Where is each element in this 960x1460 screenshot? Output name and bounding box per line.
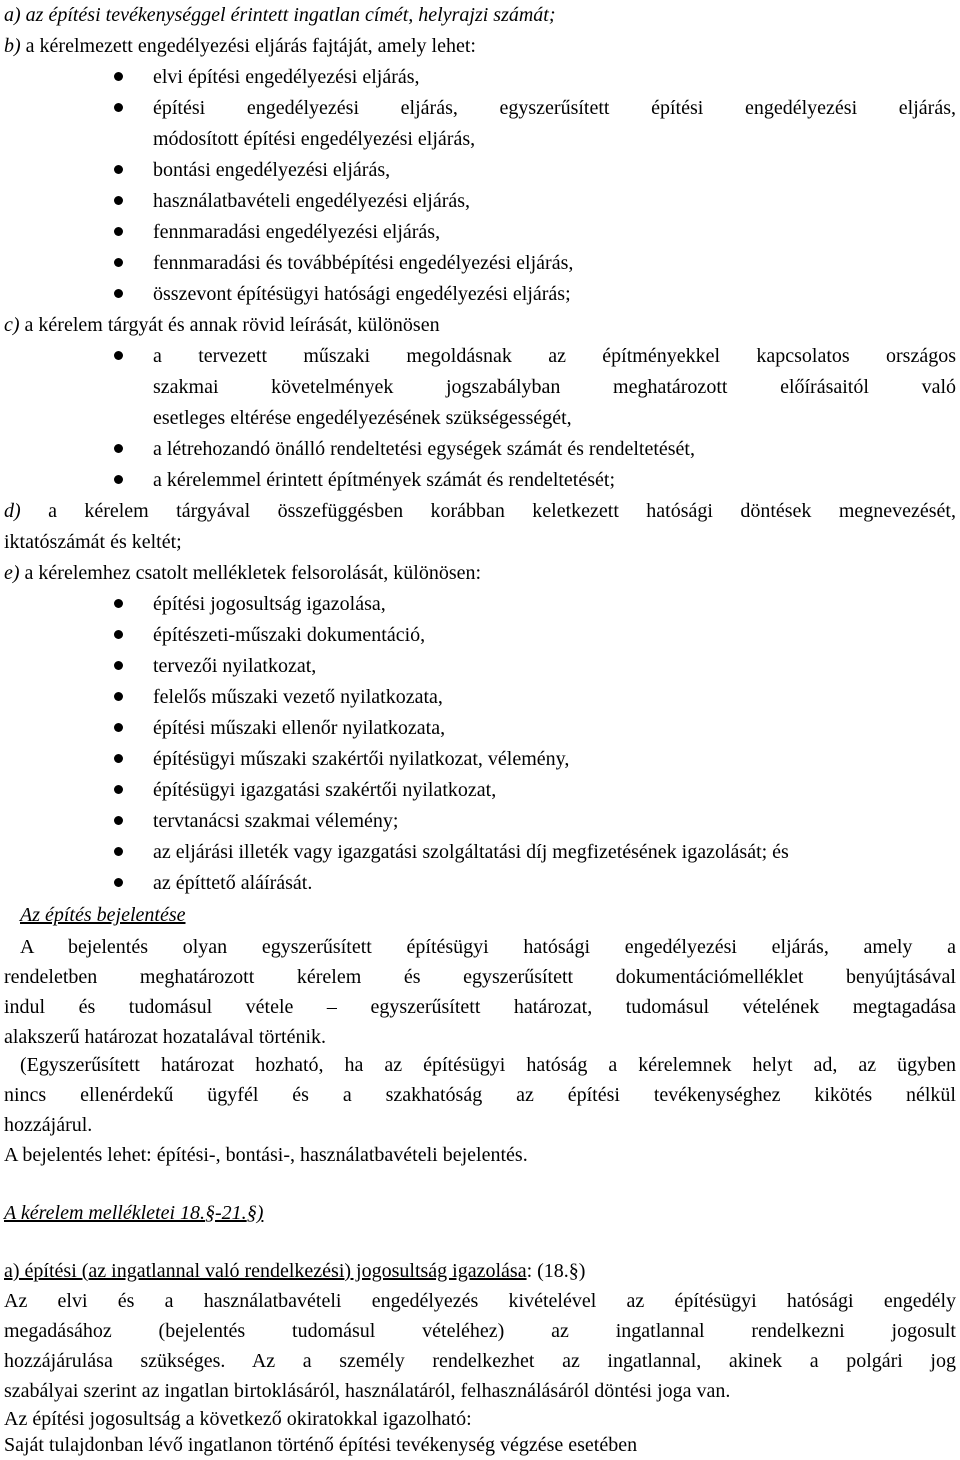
paragraph-line: hozzájárul. bbox=[4, 1114, 93, 1136]
list-item: építésügyi műszaki szakértői nyilatkozat, vélemény, bbox=[153, 748, 570, 770]
paragraph-line: indul és tudomásul vétele – egyszerűsített határozat, tudomásul vételének megtagadása bbox=[4, 996, 956, 1018]
bullet bbox=[114, 692, 123, 701]
list-item: építészeti-műszaki dokumentáció, bbox=[153, 624, 426, 646]
section-c-text: a kérelem tárgyát és annak rövid leírását, különösen bbox=[19, 314, 440, 336]
list-item: összevont építésügyi hatósági engedélyezési eljárás; bbox=[153, 283, 571, 305]
paragraph-line: Az elvi és a használatbavételi engedélyezés kivételével az építésügyi hatósági engedély bbox=[4, 1290, 956, 1312]
paragraph-line: nincs ellenérdekű ügyfél és a szakhatóság az építési tevékenységhez kikötés nélkül bbox=[4, 1084, 956, 1106]
bullet bbox=[114, 475, 123, 484]
list-item-continued: esetleges eltérése engedélyezésének szükségességét, bbox=[153, 407, 572, 429]
bullet bbox=[114, 165, 123, 174]
paragraph-line: A bejelentés olyan egyszerűsített építésügyi hatósági engedélyezési eljárás, amely a bbox=[20, 936, 956, 958]
bullet bbox=[114, 196, 123, 205]
bullet bbox=[114, 847, 123, 856]
bullet bbox=[114, 599, 123, 608]
mellekletek-a-line bbox=[4, 1256, 956, 1286]
section-d-line-1 bbox=[4, 496, 956, 526]
section-e-label: e) bbox=[4, 562, 20, 584]
mellekletek-a-ref-end: ) bbox=[578, 1260, 586, 1282]
list-item: fennmaradási és továbbépítési engedélyezési eljárás, bbox=[153, 252, 574, 274]
list-item: építési engedélyezési eljárás, egyszerűsített építési engedélyezési eljárás, bbox=[153, 97, 956, 119]
mellekletek-heading-pre: A kérelem mellékletei 18. bbox=[4, 1202, 206, 1224]
bejelentes-heading bbox=[20, 900, 956, 930]
list-item: tervtanácsi szakmai vélemény; bbox=[153, 810, 399, 832]
bullet bbox=[114, 754, 123, 763]
list-item: fennmaradási engedélyezési eljárás, bbox=[153, 221, 441, 243]
paragraph-line: Saját tulajdonban lévő ingatlanon történő építési tevékenység végzése esetében bbox=[4, 1434, 638, 1456]
section-b-text: a kérelmezett engedélyezési eljárás fajtáját, amely lehet: bbox=[20, 35, 476, 57]
section-e-text: a kérelemhez csatolt mellékletek felsorolását, különösen: bbox=[19, 562, 482, 584]
section-sign-icon: § bbox=[246, 1202, 257, 1224]
bullet bbox=[114, 785, 123, 794]
bullet bbox=[114, 258, 123, 267]
bullet bbox=[114, 72, 123, 81]
list-item: tervezői nyilatkozat, bbox=[153, 655, 317, 677]
list-item: az építtető aláírását. bbox=[153, 872, 313, 894]
section-sign-icon: § bbox=[205, 1202, 216, 1224]
section-c-label: c) bbox=[4, 314, 20, 336]
list-item: építésügyi igazgatási szakértői nyilatkozat, bbox=[153, 779, 497, 801]
section-a: a) az építési tevékenységgel érintett ingatlan címét, helyrajzi számát; bbox=[4, 4, 556, 26]
mellekletek-heading bbox=[4, 1198, 956, 1228]
mellekletek-a-ref: : (18. bbox=[526, 1260, 569, 1282]
paragraph-line: (Egyszerűsített határozat hozható, ha az építésügyi hatóság a kérelemnek helyt ad, az ügyben bbox=[20, 1054, 956, 1076]
bullet bbox=[114, 103, 123, 112]
bullet bbox=[114, 816, 123, 825]
list-item: építési műszaki ellenőr nyilatkozata, bbox=[153, 717, 446, 739]
list-item: bontási engedélyezési eljárás, bbox=[153, 159, 391, 181]
list-item-continued: szakmai követelmények jogszabályban meghatározott előírásaitól való bbox=[153, 376, 956, 398]
bullet bbox=[114, 444, 123, 453]
paragraph-line: A bejelentés lehet: építési-, bontási-, használatbavételi bejelentés. bbox=[4, 1144, 528, 1166]
section-sign-icon: § bbox=[568, 1260, 579, 1282]
bullet bbox=[114, 289, 123, 298]
list-item: használatbavételi engedélyezési eljárás, bbox=[153, 190, 471, 212]
list-item: elvi építési engedélyezési eljárás, bbox=[153, 66, 420, 88]
bullet bbox=[114, 227, 123, 236]
list-item: felelős műszaki vezető nyilatkozata, bbox=[153, 686, 443, 708]
section-b-label: b) bbox=[4, 35, 21, 57]
list-item-continued: módosított építési engedélyezési eljárás, bbox=[153, 128, 476, 150]
bullet bbox=[114, 878, 123, 887]
section-e-heading bbox=[4, 558, 956, 588]
mellekletek-a-title: a) építési (az ingatlannal való rendelkezési) jogosultság igazolása bbox=[4, 1260, 527, 1282]
bullet bbox=[114, 630, 123, 639]
section-b-heading bbox=[4, 31, 956, 61]
section-d-label: d) bbox=[4, 500, 21, 522]
bejelentes-heading-text: Az építés bejelentése bbox=[20, 904, 186, 926]
list-item: a tervezett műszaki megoldásnak az építményekkel kapcsolatos országos bbox=[153, 345, 956, 367]
list-item: a kérelemmel érintett építmények számát és rendeltetését; bbox=[153, 469, 616, 491]
paragraph-line: megadásához (bejelentés tudomásul vételéhez) az ingatlannal rendelkezni jogosult bbox=[4, 1320, 956, 1342]
section-c-heading bbox=[4, 310, 956, 340]
list-item: az eljárási illeték vagy igazgatási szolgáltatási díj megfizetésének igazolását; és bbox=[153, 841, 789, 863]
list-item: építési jogosultság igazolása, bbox=[153, 593, 386, 615]
mellekletek-heading-mid: -21. bbox=[215, 1202, 247, 1224]
list-item: a létrehozandó önálló rendeltetési egységek számát és rendeltetését, bbox=[153, 438, 695, 460]
bullet bbox=[114, 723, 123, 732]
paragraph-line: Az építési jogosultság a következő okiratokkal igazolható: bbox=[4, 1408, 472, 1430]
paragraph-line: rendeletben meghatározott kérelem és egyszerűsített dokumentációmelléklet benyújtásával bbox=[4, 966, 956, 988]
section-d-line-2: iktatószámát és keltét; bbox=[4, 531, 182, 553]
paragraph-line: alakszerű határozat hozatalával történik. bbox=[4, 1026, 327, 1048]
bullet bbox=[114, 351, 123, 360]
section-d-text: a kérelem tárgyával összefüggésben korábban keletkezett hatósági döntések megnevezését, bbox=[20, 500, 956, 522]
paragraph-line: hozzájárulása szükséges. Az a személy rendelkezhet az ingatlannal, akinek a polgári jog bbox=[4, 1350, 956, 1372]
paragraph-line: szabályai szerint az ingatlan birtoklásáról, használatáról, felhasználásáról döntési joga van. bbox=[4, 1380, 731, 1402]
mellekletek-heading-end: ) bbox=[256, 1202, 264, 1224]
bullet bbox=[114, 661, 123, 670]
